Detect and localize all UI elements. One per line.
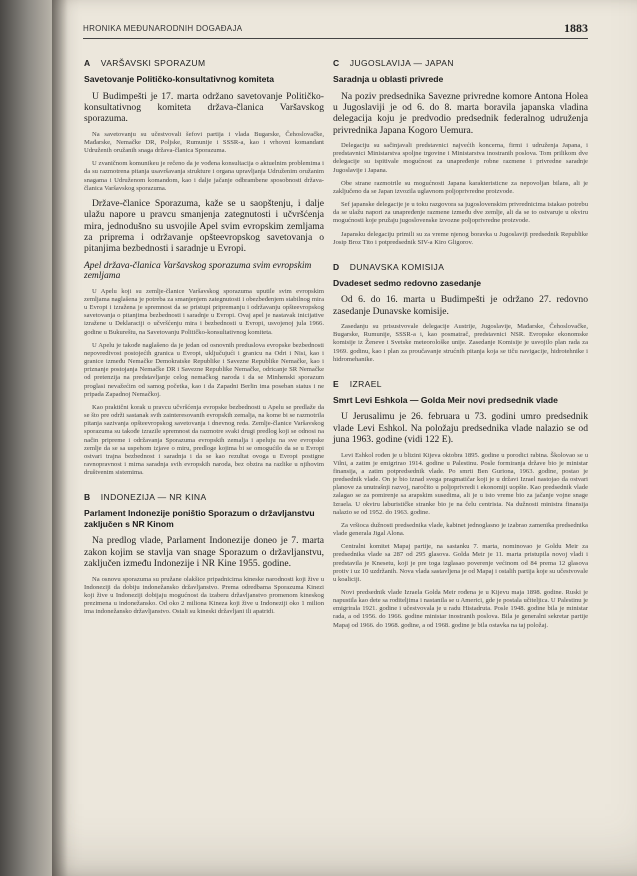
- right-column: [333, 58, 588, 635]
- binder-gutter: [0, 0, 52, 876]
- lead-paragraph: Države-članice Sporazuma, kaže se u saopštenju, i dalje ulažu napore u pravcu smanjenja zategnutosti i učvršćenja mira, jednodušno su usvojile Apel svim evropskim zemljama za priprema i održavanje opšteevropskog savetovanja o pitanjima bezbednosti i saradnje u Evropi.: [84, 197, 324, 255]
- section-title: DUNAVSKA KOMISIJA: [349, 261, 445, 272]
- lead-paragraph: Od 6. do 16. marta u Budimpešti je održano 27. redovno zasedanje Dunavske komisije.: [333, 294, 588, 317]
- section-title: JUGOSLAVIJA — JAPAN: [349, 58, 454, 68]
- section-heading-e: [333, 379, 588, 389]
- body-paragraph: U Apelu koji su zemlje-članice Varšavskog sporazuma uputile svim evropskim zemljama naglašena je potreba za smanjenjem zategnutosti i obezbeđenjem stabilnog mira u Evropi i izražena je spremnost da se pristupi pripremanju i održavanju opšteevropskog savetovanja o pitanjima bezbednosti i saradnje u Evropi. Ovaj apel je nastavak inicijative izražene u Deklaraciji o učvršćenju mira i bezbednosti u Evropi, usvojenoj jula 1966. godine u Bukureštu, na Savetovanju Političko-konsultativnog komiteta.: [84, 287, 324, 336]
- body-paragraph: Zasedanju su prisustvovale delegacije Austrije, Jugoslavije, Mađarske, Čehoslovačke, Bugarske, Rumunije, SSSR-a i, kao posmatrač, predstavnici NSR. Evropske ekonomske komisije iz Ženeve i Svetske meteorološke unije. Zasedanje Komisije je usvojilo plan rada za 1969. godinu, kao i plan za proučavanje strućnih pitanja koja se tiču navigacije, hidrotehnike i hidromehanike.: [333, 323, 588, 363]
- section-letter: C: [333, 58, 340, 68]
- body-paragraph: Delegaciju su sačinjavali predstavnici najvećih koncerna, firmi i udruženja Japana, i predstavnici Ministarstva spoljne trgovine i Ministarstva inostranih poslova. Tom prilikom dve delegacije su ispitivale mogućnost za unapređenje robne razmene i privredne saradnje Jugoslavije i Japana.: [333, 142, 588, 174]
- section-title: VARŠAVSKI SPORAZUM: [100, 58, 206, 68]
- section-heading-a: [84, 58, 324, 68]
- body-paragraph: Centralni komitet Mapaj partije, na sastanku 7. marta, nominovao je Goldu Meir za predsednika vlade sa 287 od 295 glasova. Golda Meir je 11. marta pristupila novoj vladi i predstavila je Knesetu, koji je pre toga izglasao poverenje većinom od 84 prema 12 glasova protiv i uz 10 uzdržanih. Nova vlada sastavljena je od Mapaj i ostalih partija koje su učestvovale u koaliciji.: [333, 543, 588, 583]
- body-paragraph: Sef japanske delegacije je u toku razgovora sa jugoslovenskim privrednicima istakao potrebu da se ulažu napori za unapređenje razmene između dve zemlje, ali da se to ostvaruje u okviru mogućnosti koje pružaju jugoslovenske izvozne poljoprivredne proizvode.: [333, 201, 588, 225]
- body-paragraph: Kao praktični korak u pravcu učvršćenja evropske bezbednosti u Apelu se predlaže da se što pre održi sastanak svih zainteresovanih evropskih zemalja, na kome bi se razmotrila pitanja sazivanja opšteevropskog savetovanja i dnevnog reda. Zemlje-članice Varšavskog sporazuma su takođe izrazile spremnost da razmotre svaki drugi predlog koji se odnosi na način pripreme i održavanja Sporazuma evropskih zemalja i apeluju na sve evropske zemlje da se sa uspehom izjave o miru, predloge kojima bi se omogućilo da se u Evropi ostvari trajna bezbednost i saradnja i da se kao rezultat ovoga u Evropi postigne ravnopravnost i mirna saradnja svih evropskih naroda, bez obzira na razlike u njihovim društvenim sistemima.: [84, 403, 324, 477]
- section-heading-b: [84, 492, 324, 502]
- body-paragraph: Novi predsednik vlade Izraela Golda Meir rođena je u Kijevu maja 1898. godine. Ruski je napustila kao dete sa roditeljima i nastanila se u Americi, gde je postala učiteljica. U Palestinu je emigrirala 1921. godine i učestvovala je u radu Histadruta. Posle 1948. godine bila je ministar rada, a od 1956. do 1966. godine ministar inostranih poslova. Bila je generalni sekretar partije Mapaj od 1966. do 1968. godine, a od 1968. godine je bila ostavka na taj položaj.: [333, 589, 588, 629]
- section-heading-d: [333, 262, 588, 272]
- body-paragraph: Za vršioca dužnosti predsednika vlade, kabinet jednoglasno je izabrao zamenika predsednika vlade generala Jigal Alona.: [333, 521, 588, 538]
- section-title: INDONEZIJA — NR KINA: [100, 492, 207, 503]
- body-paragraph: Na savetovanju su učestvovali šefovi partija i vlada Bugarske, Čehoslovačke, Mađarske, Nemačke DR, Poljske, Rumunije i SSSR-a, kao i vrhovni komandant Udruženih oružanih snaga država-članica Sporazuma.: [84, 130, 324, 155]
- body-paragraph: U Apelu je takođe naglašeno da je jedan od osnovnih preduslova evropske bezbednosti nepovredivost postojećih granica u Evropi, uključujući i granicu na Odri i Nisi, kao i granice između Nemačke Demokratske Republike i Savezne Republike Nemačke, kao i priznanje postojanja Nemačke DR i Savezne Republike Nemačke, odricanje SR Nemačke od pretenzija na predstavljanje celog nemačkog naroda i da se Minhenski sporazum proglasi nevažećim od samog početka, kao i da Zapadni Berlin ima poseban status i ne pripada Zapadnoj Nemačkoj.: [84, 341, 324, 398]
- body-paragraph: Levi Eshkol rođen je u blizini Kijeva oktobra 1895. godine u porodici rabina. Školovao se u Vilni, a zatim je emigrirao 1914. godine u Palestinu. Posle formiranja države bio je ministar finansija, a zatim potpredsednik vlade. Po smrti Ben Guriona, 1963. godine, postao je predsednik vlade. On je bio iznad svega pragmatičar koji je u državi Izrael nastojao da ostvari planove za unutrašnji razvoj, naročito u poljoprivredi i ekonomiji uopšte. Kao predsednik vlade zalagao se za pomirenje sa arapskim susedima, ali je u isto vreme bio za jačanje vojne snage Izraela. U okviru laburističke stranke bio je na čelu centrista. Na dužnosti ministra finansija nalazio se od 1952. do 1963. godine.: [333, 451, 588, 516]
- lead-paragraph: Na predlog vlade, Parlament Indonezije donео je 7. marta zakon kojim se stavlja van snage Sporazum o državljanstvu, zaključen između Indonezije i NR Kine 1955. godine.: [84, 535, 324, 570]
- article-title: Savetovanje Političko-konsultativnog komiteta: [84, 74, 275, 84]
- body-paragraph: U zvaničnom komunikeu je rečeno da je vođena konsultacija o aktuelnim problemima i da su razmotrena pitanja usavršavanja strukture i organa upravljanja Udruženim oružanim snagama i Udruženom komandom, kao i dalje jačanje odbrambene sposobnosti država-članica Varšavskog sporazuma.: [84, 160, 324, 192]
- body-paragraph: Japansku delegaciju primili su za vreme njenog boravka u Jugoslaviji predsednik Republike Josip Broz Tito i potpredsednik SIV-a Kiro Gligorov.: [333, 230, 588, 246]
- lead-paragraph: Na poziv predsednika Savezne privredne komore Antona Holea u Jugoslaviji je od 6. do 8. marta boravila japanska vladina delegacija koju je predvodio predsednik federalnog udruženja privrednika Japana Kogoro Uemura.: [333, 90, 588, 136]
- section-letter: E: [333, 378, 340, 389]
- article-title: Parlament Indonezije poništio Sporazum o državljanstvu zaključen s NR Kinom: [84, 508, 315, 529]
- section-letter: D: [333, 261, 340, 272]
- body-paragraph: Obe strane razmotrile su mogućnosti Japana karakteristicne za nepovoljan bilans, ali je zaključeno da se Japan izvozila uglavnom poljoprivredne proizvode.: [333, 179, 588, 195]
- running-header: [83, 21, 588, 39]
- lead-paragraph: U Jerusalimu je 26. februara u 73. godini umro predsednik vlade Levi Eshkol. Na položaju predsednika vlade nalazio se od juna 1963. godine (vidi 122 E).: [333, 411, 588, 446]
- section-heading-c: [333, 58, 588, 68]
- body-paragraph: Na osnovu sporazuma su pružane olakšice pripadnicima kineske narodnosti koji žive u Indoneziji da dobiju indonežansko državljanstvo. Prema odredbama Sporazuma Kinezi koji žive u Indoneziji dobijaju mogućnost da izaberu državljanstvo promenom kineskog prezimena u indonežansko. Od oko 2 miliona Kineza koji žive u Indoneziji oko 1 milion ima indonežansko državljanstvo. Ostali su kineski državljani ili apatridi.: [84, 575, 324, 616]
- article-title: Dvadeset sedmo redovno zasedanje: [333, 277, 482, 288]
- left-column: [84, 58, 324, 621]
- article-title: Smrt Levi Eshkola — Golda Meir novi predsednik vlade: [333, 394, 558, 405]
- running-title: HRONIKA MEĐUNARODNIH DOGAĐAJA: [83, 24, 243, 33]
- section-letter: A: [84, 58, 91, 68]
- section-letter: B: [84, 492, 91, 503]
- page-number: 1883: [564, 21, 588, 35]
- article-title: Saradnja u oblasti privrede: [333, 74, 444, 84]
- lead-paragraph: U Budimpešti je 17. marta održano savetovanje Političko-konsultativnog komiteta država-članica Varšavskog sporazuma.: [84, 90, 324, 125]
- section-title: IZRAEL: [349, 378, 382, 389]
- article-title: Apel država-članica Varšavskog sporazuma svim evropskim zemljama: [84, 260, 312, 282]
